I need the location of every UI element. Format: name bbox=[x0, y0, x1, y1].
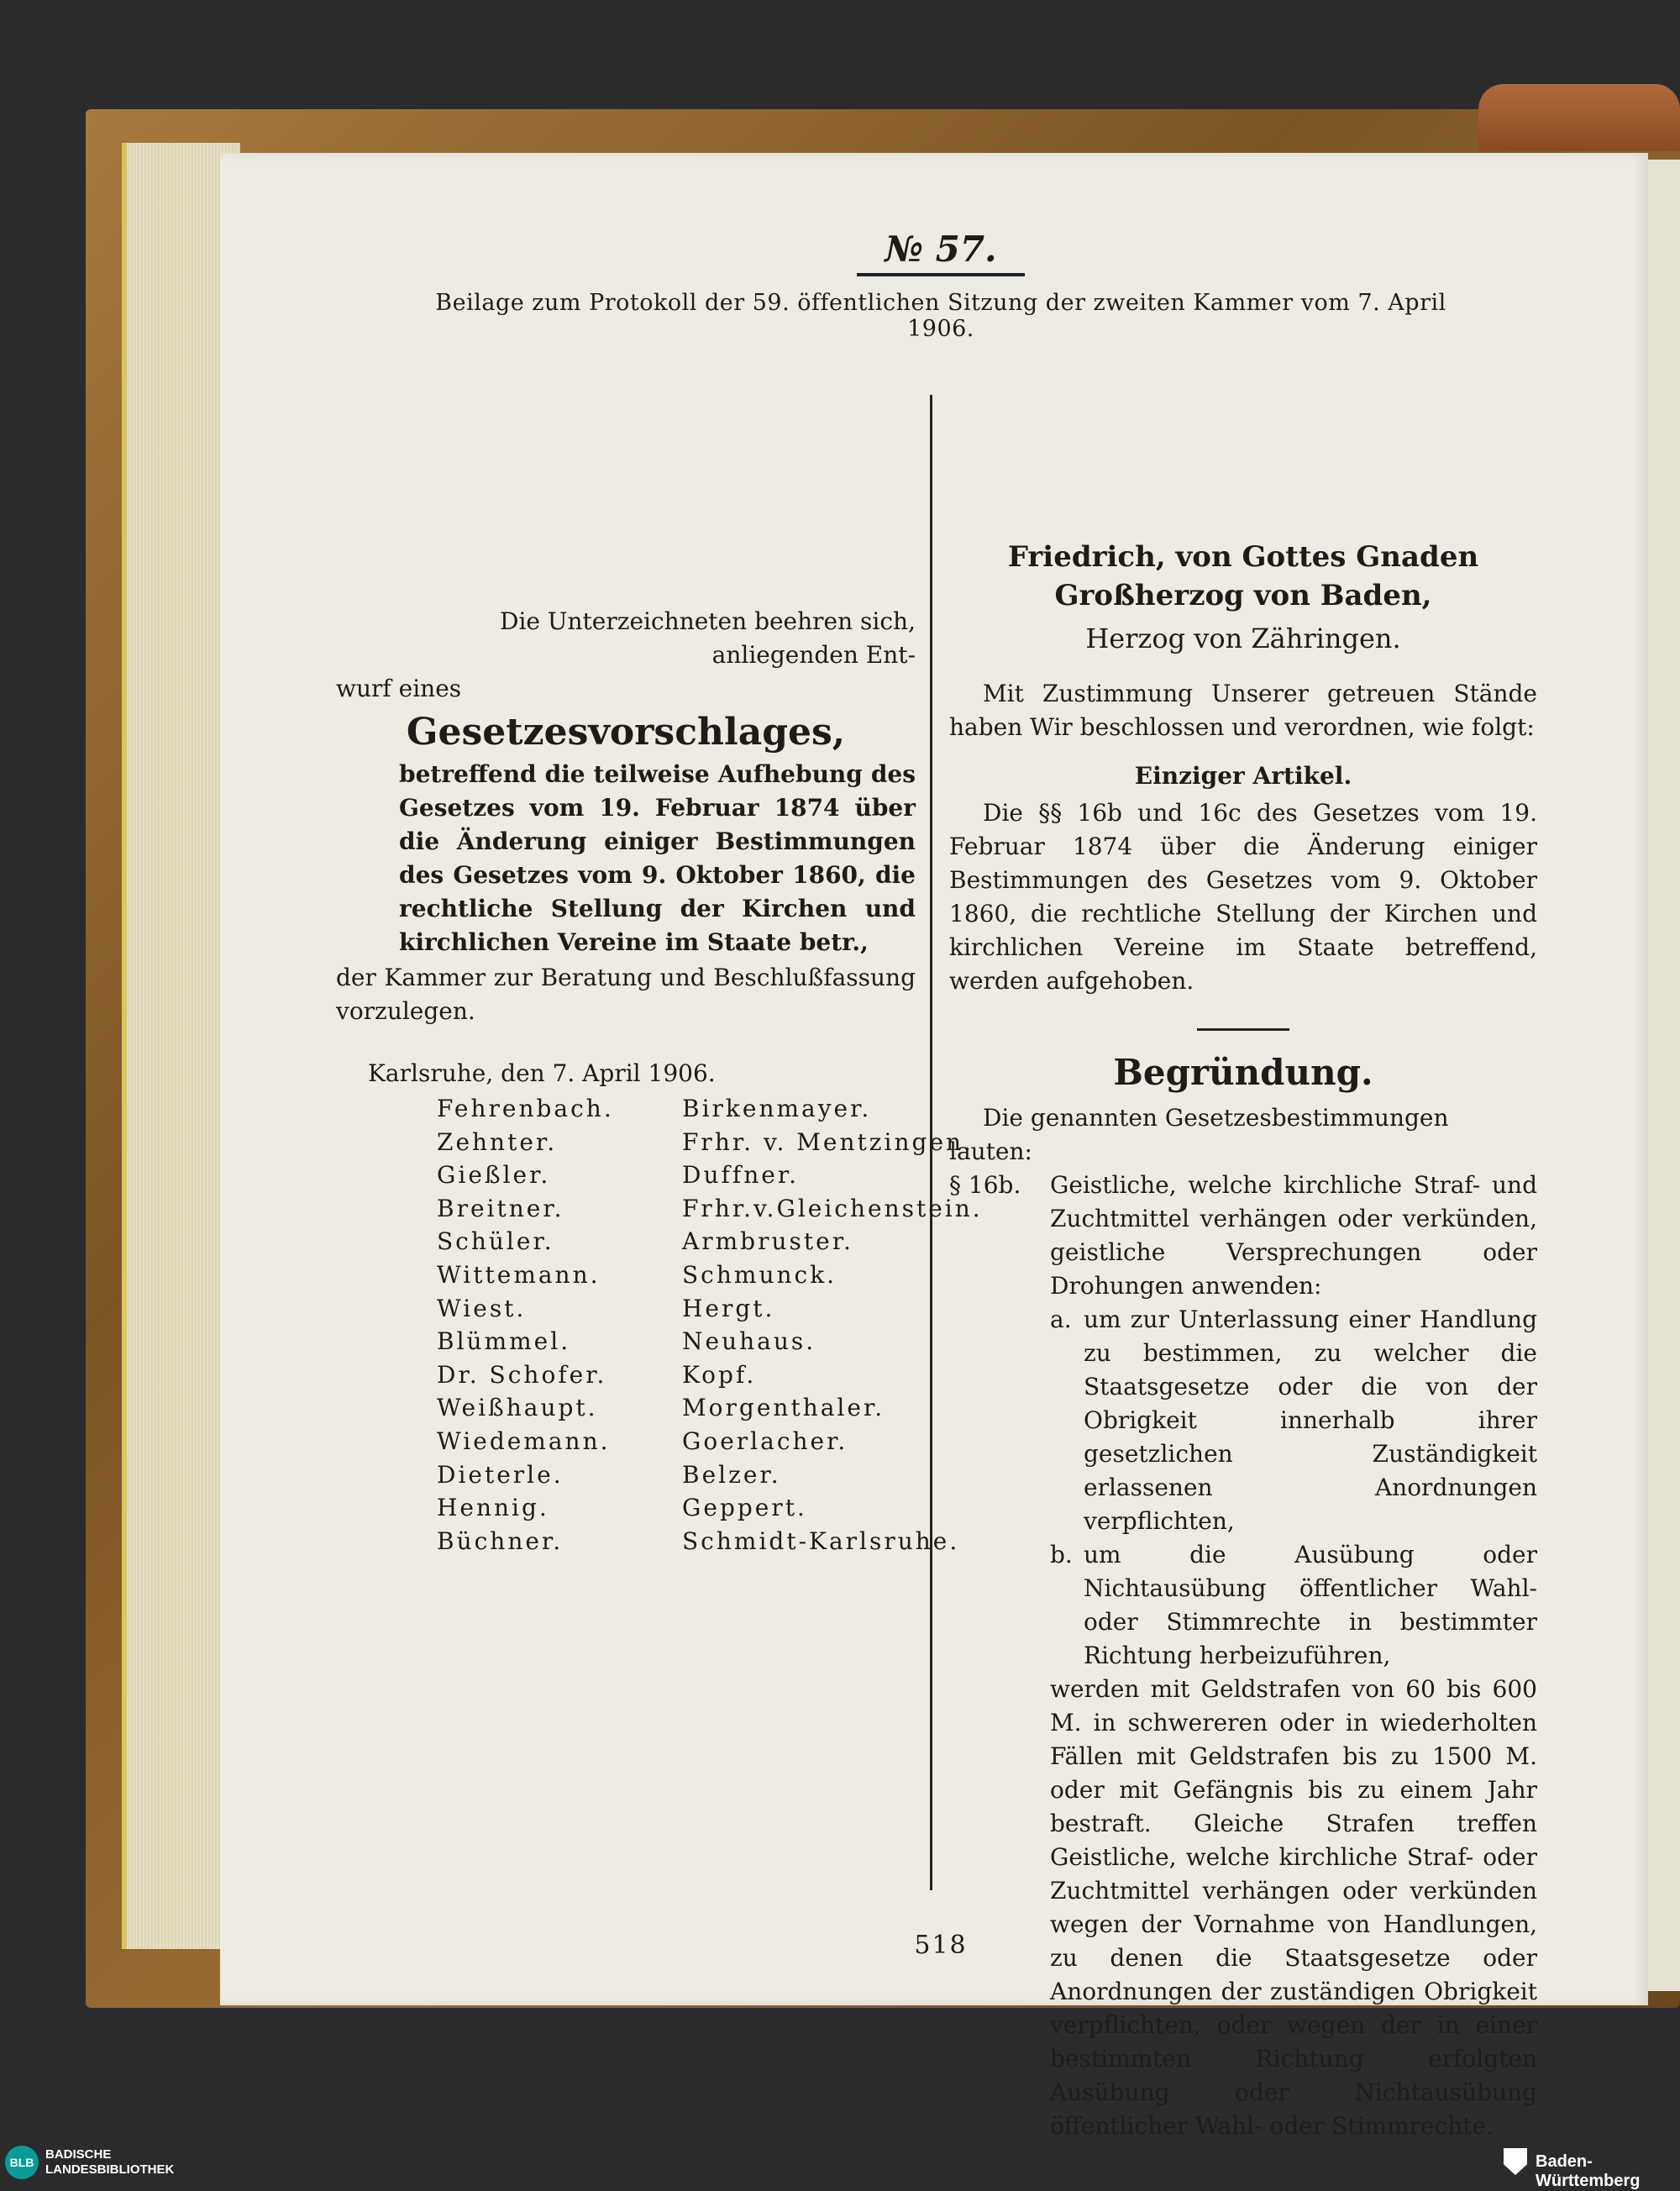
section-rule bbox=[1197, 1028, 1289, 1031]
item-b-text: um die Ausübung oder Nichtausübung öffentlicher Wahl- oder Stimmrechte in bestimmter Richtung herbeizuführen, bbox=[1084, 1541, 1537, 1669]
submission-text: der Kammer zur Beratung und Beschlußfassung vorzulegen. bbox=[336, 964, 916, 1025]
signatory-name: Goerlacher. bbox=[682, 1427, 848, 1455]
signatories-column-1 bbox=[437, 1092, 614, 1558]
library-name-line-2: LANDESBIBLIOTHEK bbox=[45, 2162, 175, 2177]
place-date: Karlsruhe, den 7. April 1906. bbox=[368, 1059, 716, 1087]
signatory-name: Fehrenbach. bbox=[437, 1095, 614, 1122]
state-crest-icon bbox=[1504, 2148, 1527, 2175]
signatory-name: Frhr.v.Gleichenstein. bbox=[682, 1194, 983, 1222]
document-number: № 57. bbox=[857, 229, 1025, 276]
signatory-name: Schmunck. bbox=[682, 1260, 837, 1289]
left-column bbox=[336, 605, 916, 1090]
supplement-line: Beilage zum Protokoll der 59. öffentlichen Sitzung der zweiten Kammer vom 7. April 1906. bbox=[435, 290, 1446, 342]
intro-line-1: Die Unterzeichneten beehren sich, anliegenden Ent- bbox=[500, 607, 916, 669]
signatory-name: Wittemann. bbox=[437, 1260, 601, 1289]
reasons-intro: Die genannten Gesetzesbestimmungen lauten: bbox=[949, 1104, 1449, 1165]
state-name[interactable]: Baden-Württemberg bbox=[1536, 2152, 1641, 2190]
signatory-name: Duffner. bbox=[682, 1161, 800, 1190]
signatory-name: Zehnter. bbox=[437, 1127, 558, 1156]
signatory-name: Gießler. bbox=[437, 1161, 551, 1190]
proposal-body: betreffend die teilweise Aufhebung des Gesetzes vom 19. Februar 1874 über die Änderung einiger Bestimmungen des Gesetzes vom 9. Oktober 1860, die rechtliche Stellung der Kirchen und kirchlichen Vereine im Staate betr., bbox=[399, 760, 916, 956]
paragraph-number: § 16b. bbox=[949, 1171, 1021, 1199]
next-page-edge bbox=[1645, 160, 1680, 1991]
reasons-title: Begründung. bbox=[1113, 1052, 1373, 1093]
signatory-name: Schmidt-Karlsruhe. bbox=[682, 1526, 960, 1555]
signatory-name: Weißhaupt. bbox=[437, 1394, 598, 1422]
item-a-text: um zur Unterlassung einer Handlung zu bestimmen, zu welcher die Staatsgesetze oder die von der Obrigkeit innerhalb ihrer gesetzlichen Zuständigkeit erlassenen Anordnungen verpflichten, bbox=[1084, 1306, 1537, 1535]
signatory-name: Morgenthaler. bbox=[682, 1394, 885, 1422]
footer-bar bbox=[0, 2141, 1680, 2190]
intro-line-2: wurf eines bbox=[336, 675, 462, 702]
signatory-name: Armbruster. bbox=[682, 1227, 853, 1256]
signatory-name: Kopf. bbox=[682, 1360, 757, 1389]
article-title: Einziger Artikel. bbox=[1134, 762, 1352, 790]
signatory-name: Neuhaus. bbox=[682, 1327, 816, 1356]
signatory-name: Wiest. bbox=[437, 1294, 527, 1322]
signatory-name: Birkenmayer. bbox=[682, 1095, 872, 1122]
item-a-label: a. bbox=[1050, 1306, 1072, 1333]
item-b bbox=[1050, 1538, 1537, 1673]
paragraph-16b bbox=[949, 1169, 1537, 1303]
signatory-name: Blümmel. bbox=[437, 1327, 571, 1356]
proposal-title: Gesetzesvorschlages, bbox=[406, 711, 846, 754]
signatory-name: Frhr. v. Mentzingen. bbox=[682, 1127, 974, 1156]
article-text: Die §§ 16b und 16c des Gesetzes vom 19. Februar 1874 über die Änderung einiger Bestimmungen des Gesetzes vom 9. Oktober 1860, die rechtliche Stellung der Kirchen und kirchlichen Vereine im Staate betreffend, werden aufgehoben. bbox=[949, 799, 1537, 995]
library-name[interactable] bbox=[45, 2147, 174, 2178]
right-column bbox=[949, 538, 1537, 2143]
item-a bbox=[1050, 1303, 1537, 1538]
signatory-name: Büchner. bbox=[437, 1526, 564, 1555]
signatory-name: Hergt. bbox=[682, 1294, 775, 1322]
signatory-name: Dieterle. bbox=[437, 1460, 564, 1489]
library-name-line-1: BADISCHE bbox=[45, 2147, 112, 2162]
signatories-column-2 bbox=[682, 1092, 983, 1558]
signatory-name: Schüler. bbox=[437, 1227, 554, 1256]
signatory-name: Hennig. bbox=[437, 1494, 549, 1522]
blb-logo[interactable]: BLB bbox=[5, 2146, 39, 2179]
paragraph-text: Geistliche, welche kirchliche Straf- und Zuchtmittel verhängen oder verkünden, geistliche Versprechungen oder Drohungen anwenden: bbox=[1050, 1171, 1537, 1300]
signatory-name: Belzer. bbox=[682, 1460, 781, 1489]
enactment-text: Mit Zustimmung Unserer getreuen Stände haben Wir beschlossen und verordnen, wie folgt: bbox=[949, 680, 1537, 741]
signatory-name: Geppert. bbox=[682, 1494, 807, 1522]
book-spine bbox=[1478, 84, 1680, 151]
sovereign-title: Friedrich, von Gottes Gnaden Großherzog von Baden, bbox=[1007, 540, 1479, 612]
page-number: 518 bbox=[914, 1931, 968, 1960]
item-b-label: b. bbox=[1050, 1541, 1073, 1568]
duke-title: Herzog von Zähringen. bbox=[1085, 623, 1401, 654]
signatory-name: Dr. Schofer. bbox=[437, 1360, 607, 1389]
signatory-name: Wiedemann. bbox=[437, 1427, 611, 1455]
signatory-name: Breitner. bbox=[437, 1194, 564, 1222]
penalty-text: werden mit Geldstrafen von 60 bis 600 M. in schwereren oder in wiederholten Fällen mit Geldstrafen bis zu 1500 M. oder mit Gefängnis bis zu einem Jahr bestraft. Gleiche Strafen treffen Geistliche, welche kirchliche Straf- oder Zuchtmittel verhängen oder verkünden wegen der Vornahme von Handlungen, zu denen die Staatsgesetze oder Anordnungen der zuständigen Obrigkeit verpflichten, oder wegen der in einer bestimmten Richtung erfolgten Ausübung oder Nichtausübung öffentlicher Wahl- oder Stimmrechte. bbox=[1050, 1675, 1537, 2140]
